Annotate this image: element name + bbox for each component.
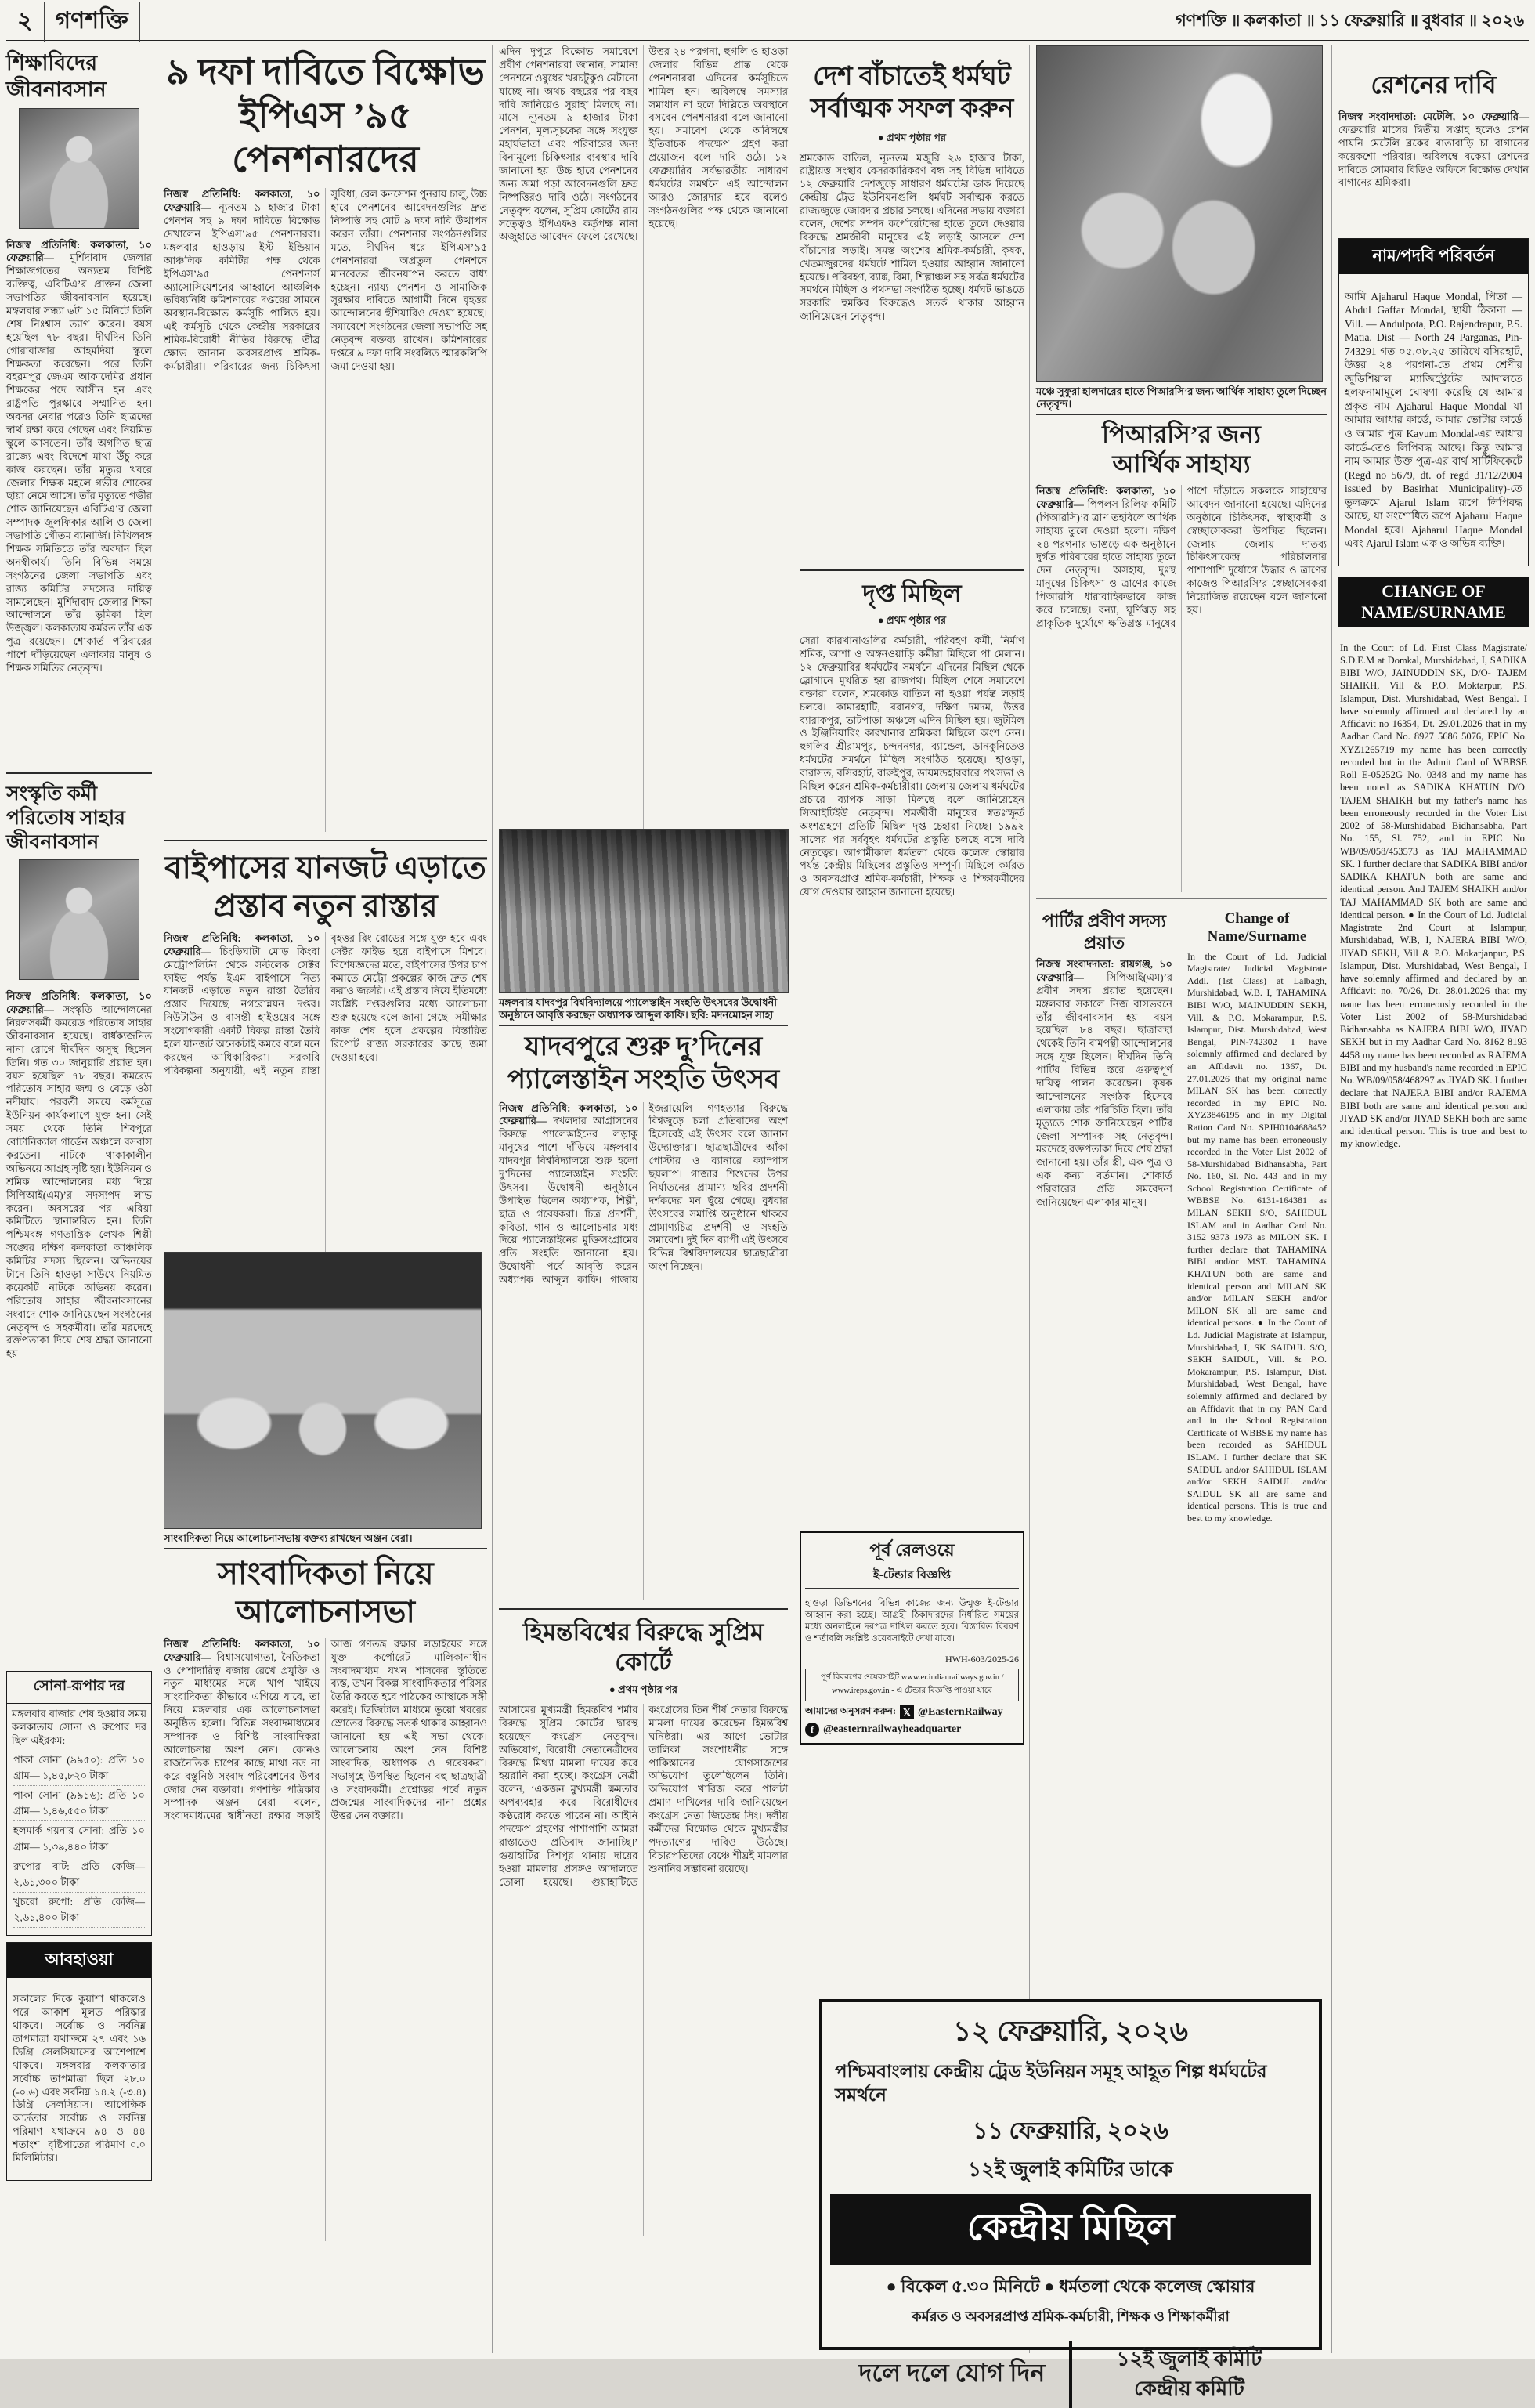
central-march-advertisement — [819, 1999, 1322, 2400]
ad-committee-signature: ১২ই জুলাই কমিটি কেন্দ্রীয় কমিটি — [1116, 2348, 1262, 2400]
strike-headline: দেশ বাঁচাতেই ধর্মঘট সর্বাত্মক সফল করুন — [810, 63, 1014, 124]
bypass-byline: নিজস্ব প্রতিনিধি: কলকাতা, ১০ ফেব্রুয়ারি— — [164, 931, 320, 957]
railway-ad-title: পূর্ব রেলওয়ে — [869, 1540, 955, 1560]
eps-continuation: এদিন দুপুরে বিক্ষোভ সমাবেশে প্রবীণ পেনশনাররা জানান, সামান্য পেনশনে ওষুধের খরচটুকুও মেটানো যাচ্ছে না। অথচ বছরের পর বছর দাবি জানিয়েও সুরাহা মিলছে না। মাসে ন্যূনতম ৯ হাজার টাকা পেনশন, মূল্যসূচকের সঙ্গে সংযুক্ত মহার্ঘভাতা এবং পরিবারের জন্য বিনামূল্যে চিকিৎসার ব্যবস্থার দাবি জানানো হয়। উচ্চ হারে পেনশনের জন্য জমা পড়া আবেদনগুলি দ্রুত নিষ্পত্তিরও দাবি ওঠে। সংগঠনের নেতৃবৃন্দ বলেন, সুপ্রিম কোর্টের রায় সত্ত্বেও ইপিএফও কর্তৃপক্ষ নানা অজুহাতে আবেদন ফেলে রেখেছে। উত্তর ২৪ পরগনা, হুগলি ও হাওড়া জেলার বিভিন্ন প্রান্ত থেকে পেনশনাররা এদিনের কর্মসূচিতে শামিল হন। অবিলম্বে সমস্যার সমাধান না হলে দিল্লিতে অবস্থানে বসবেন পেনশনাররা বলে জানানো হয়। সমাবেশ থেকে অবিলম্বে ইতিবাচক পদক্ষেপ গ্রহণ করা প্রয়োজন বলে দাবি ওঠে। ১২ ফেব্রুয়ারির সর্বভারতীয় সাধারণ ধর্মঘটের সমর্থনে এই আন্দোলন আরও জোরদার হবে বলেও সংগঠনগুলির পক্ষ থেকে জানানো হয়েছে। — [499, 45, 788, 243]
article-spirited-march — [800, 579, 1024, 1522]
facebook-icon: f — [805, 1723, 819, 1737]
rate-row: পাকা সোনা (৯৯১৬): প্রতি ১০ গ্রাম— ১,৪৬,৫৫০ টাকা — [13, 1786, 145, 1821]
name-change-bn-body: আমি Ajaharul Haque Mondal, পিতা — Abdul Gaffar Mondal, স্থায়ী ঠিকানা — Vill. — Andulpota, P.O. Rajendrapur, P.S. Matia, Dist — North 24 Parganas, Pin-743291 গত ০৫.০৮.২৫ তারিখে বসিরহাট, উত্তর ২৪ পরগনা-তে প্রথম শ্রেণীর জুডিশিয়াল ম্যাজিস্ট্রেটের আদালতে হলফনামামূলে ঘোষণা করেছি যে আমার প্রকৃত নাম Ajaharul Haque Mondal যা আমার আধার কার্ডে, আমার ভোটার কার্ডে ও আমার পুত্র Kayum Mondal-এর আধার কার্ডে-তেও লিপিবদ্ধ আছে। কিন্তু আমার নাম আমার উক্ত পুত্র-এর বার্থ সার্টিফিকেটে (Regd no 5679, dt. of regd 31/12/2004 issued by Basirhat Municipality)-তে ভুলক্রমে Ajarul Islam রূপে লিপিবদ্ধ আছে, যা সংশোধিত রূপে Ajaharul Haque Mondal হবে। Ajaharul Haque Mondal এবং Ajarul Islam এক ও অভিন্ন ব্যক্তি। — [1345, 290, 1522, 550]
eps-byline: নিজস্ব প্রতিনিধি: কলকাতা, ১০ ফেব্রুয়ারি— — [164, 188, 320, 214]
obituary1-portrait-photo — [19, 108, 139, 229]
railway-x-handle: @EasternRailway — [917, 1706, 1003, 1718]
ad-join-call: দলে দলে যোগ দিন — [858, 2358, 1046, 2387]
railway-ad-reference: HWH-603/2025-26 — [945, 1654, 1019, 1665]
article-educationist-obituary — [6, 50, 152, 762]
strike-body: শ্রমকোড বাতিল, ন্যূনতম মজুরি ২৬ হাজার টাকা, রাষ্ট্রায়ত্ত সংস্থার বেসরকারিকরণ বন্ধ সহ বিভিন্ন দাবিতে ১২ ফেব্রুয়ারি দেশজুড়ে সাধারণ ধর্মঘটের ডাক দিয়েছে কেন্দ্রীয় ট্রেড ইউনিয়নগুলি। ধর্মঘট সর্বাত্মক করতে রাজ্যজুড়ে জোরদার প্রচার চলছে। এদিনের সভায় বক্তারা বলেন, দেশের সম্পদ কর্পোরেটদের হাতে তুলে দেওয়ার বিরুদ্ধে শ্রমজীবী মানুষের এই লড়াই আসলে দেশ বাঁচানোর লড়াই। সমস্ত অংশের শ্রমিক-কর্মচারী, কৃষক, খেতমজুরদের ধর্মঘটে শামিল হওয়ার আহ্বান জানানো হয়েছে। পরিবহণ, ব্যাঙ্ক, বিমা, শিল্পাঞ্চল সহ সর্বত্র ধর্মঘটের সমর্থনে মিছিল ও পথসভা সংগঠিত হচ্ছে। ধর্মঘট ভাঙতে সরকারি হুমকির বিরুদ্ধেও সতর্ক থাকার আহ্বান জানিয়েছেন নেতৃবৃন্দ। — [800, 151, 1024, 323]
article-strike-appeal — [800, 61, 1024, 559]
x-twitter-icon: 𝕏 — [900, 1705, 914, 1719]
railway-ad-body: হাওড়া ডিভিশনের বিভিন্ন কাজের জন্য উন্মুক্ত ই-টেন্ডার আহ্বান করা হচ্ছে। আগ্রহী ঠিকাদারদের নির্ধারিত সময়ের মধ্যে অনলাইনে দরপত্র দাখিল করতে হবে। বিস্তারিত বিবরণ ও শর্তাবলি সংশ্লিষ্ট ওয়েবসাইটে দেখা যাবে। — [805, 1598, 1019, 1643]
article-eps-pensioners — [164, 50, 487, 832]
bypass-headline: বাইপাসের যানজট এড়াতে প্রস্তাব নতুন রাস্তার — [164, 850, 486, 924]
article-bypass-road — [164, 849, 487, 1252]
palestine-festival-photo — [499, 829, 789, 993]
journalism-body: নিজস্ব প্রতিনিধি: কলকাতা, ১০ ফেব্রুয়ারি— বিশ্বাসযোগ্যতা, নৈতিকতা ও পেশাদারিত্ব বজায় রেখে প্রযুক্তি ও নতুন মাধ্যমের সঙ্গে খাপ খাইয়ে সাংবাদিকতা কীভাবে এগিয়ে যাবে, তা নিয়ে মঙ্গলবার এক আলোচনাসভা অনুষ্ঠিত হলো। বিভিন্ন সংবাদমাধ্যমের সম্পাদক ও বিশিষ্ট সাংবাদিকরা আলোচনায় অংশ নেন। কোনও রাজনৈতিক চাপের কাছে মাথা নত না করে বস্তুনিষ্ঠ সংবাদ পরিবেশনের উপর জোর দেন বক্তারা। গণশক্তি পত্রিকার সম্পাদক অঞ্জন বেরা বলেন, সংবাদমাধ্যমের স্বাধীনতা রক্ষার লড়াই আজ গণতন্ত্র রক্ষার লড়াইয়ের সঙ্গে যুক্ত। কর্পোরেট মালিকানাধীন সংবাদমাধ্যম যখন শাসকের স্তুতিতে ব্যস্ত, তখন বিকল্প সাংবাদিকতার পরিসর তৈরি করতে হবে পাঠকের আস্থাকে সঙ্গী করেই। ডিজিটাল মাধ্যমে ভুয়ো খবরের স্রোতের বিরুদ্ধে সতর্ক থাকার আহ্বানও জানানো হয় এই সভা থেকে। আলোচনায় অংশ নেন বিশিষ্ট সাংবাদিক, অধ্যাপক ও গবেষকরা। সভাগৃহে উপস্থিত ছিলেন বহু ছাত্রছাত্রী ও সংবাদকর্মী। প্রশ্নোত্তর পর্বে নতুন প্রজন্মের সাংবাদিকদের নানা প্রশ্নের উত্তর দেন বক্তারা। — [164, 1637, 487, 1822]
name-change-column-notice — [1187, 906, 1327, 1893]
divider — [1036, 898, 1327, 899]
ad-strike-date: ১২ ফেব্রুয়ারি, ২০২৬ — [953, 2016, 1188, 2047]
gold-silver-rate-box — [6, 1671, 152, 1936]
obituary2-headline: সংস্কৃতি কর্মী পরিতোষ সাহার জীবনাবসান — [6, 783, 125, 853]
dateline: গণশক্তি ॥ কলকাতা ॥ ১১ ফেব্রুয়ারি ॥ বুধবার ॥ ২০২৬ — [1175, 10, 1524, 30]
conference-photo — [164, 1252, 482, 1529]
ad-strike-support-line: পশ্চিমবাংলায় কেন্দ্রীয় ট্রেড ইউনিয়ন সমূহ আহূত শিল্প ধর্মঘটের সমর্থনে — [835, 2062, 1267, 2105]
divider — [499, 1608, 788, 1610]
name-change-col-title: Change of Name/Surname — [1207, 910, 1307, 945]
eastern-railway-tender-ad — [800, 1531, 1024, 1745]
obituary2-byline: নিজস্ব প্রতিনিধি: কলকাতা, ১০ ফেব্রুয়ারি— — [6, 990, 152, 1016]
dripto-body: সেরা কারখানাগুলির কর্মচারী, পরিবহণ কর্মী, নির্মাণ শ্রমিক, আশা ও অঙ্গনওয়াড়ি কর্মীরা মিছিলে পা মেলান। ১২ ফেব্রুয়ারির ধর্মঘটের সমর্থনে এদিনের মিছিল থেকে স্লোগানে মুখরিত হয় রাজপথ। মিছিল শেষে সমাবেশে বক্তারা বলেন, শ্রমকোড বাতিল না হওয়া পর্যন্ত লড়াই চলবে। কামারহাটি, বরানগর, দক্ষিণ দমদম, উত্তর ব্যারাকপুর, ভাটপাড়া অঞ্চলে এদিন মিছিল হয়। জুটমিল ও ইঞ্জিনিয়ারিং কারখানার শ্রমিকরা মিছিলে অংশ নেন। হুগলির শ্রীরামপুর, চন্দননগর, ব্যান্ডেল, ডানকুনিতেও ধর্মঘটের সমর্থনে মিছিল সংগঠিত হয়েছে। হাওড়া, বারাসত, বসিরহাট, বারুইপুর, ডায়মন্ডহারবারে পথসভা ও মিছিল করেন শ্রমিক-কর্মচারীরা। জেলায় জেলায় ধর্মঘটের প্রচারে ব্যাপক সাড়া মিলছে বলে জানিয়েছেন সিআইটিইউ নেতৃবৃন্দ। শ্রমজীবী মানুষের স্বতঃস্ফূর্ত অংশগ্রহণে প্রতিটি মিছিল দৃপ্ত চেহারা নিচ্ছে। ১৯৯২ সালের পর সর্ববৃহৎ ধর্মঘটের প্রস্তুতি চলছে বলে দাবি নেতৃত্বের। আগামীকাল ধর্মতলা থেকে কলেজ স্কোয়ার পর্যন্ত কেন্দ্রীয় মিছিলের প্রস্তুতিও সম্পূর্ণ। মিছিলে কর্মরত ও অবসরপ্রাপ্ত শ্রমিক-কর্মচারী, শিক্ষক ও শিক্ষাকর্মীদের যোগ দেওয়ার আহ্বান জানানো হয়েছে। — [800, 635, 1024, 898]
weather-box — [6, 1942, 152, 2181]
obituary1-headline: শিক্ষাবিদের জীবনাবসান — [6, 51, 107, 101]
follow-label: আমাদের অনুসরণ করুন: — [805, 1705, 896, 1716]
continued-marker: ● প্রথম পৃষ্ঠার পর — [609, 1683, 678, 1695]
railway-ad-websites: পূর্ণ বিবরণের ওয়েবসাইট www.er.indianrailways.gov.in / www.ireps.gov.in - এ টেন্ডার বিজ্ঞপ্তি পাওয়া যাবে — [805, 1669, 1019, 1701]
obituary2-body: নিজস্ব প্রতিনিধি: কলকাতা, ১০ ফেব্রুয়ারি— সংস্কৃতি আন্দোলনের নিরলসকর্মী কমরেড পরিতোষ সাহার জীবনাবসান হয়েছে। বার্ধক্যজনিত নানা রোগে দীর্ঘদিন অসুস্থ ছিলেন তিনি। গত ৩০ জানুয়ারি প্রয়াত হন। বয়স হয়েছিল ৭৮ বছর। কমরেড পরিতোষ সাহার জন্ম ও বেড়ে ওঠা নদীয়ায়। পরবর্তী সময়ে কর্মসূত্রে ইউনিয়ন কার্যকলাপে যুক্ত হন। সেই সময় থেকে তিনি শিবপুরে বোটানিক্যাল গার্ডেন অঞ্চলে বসবাস করতেন। নাটকে থাকাকালীন অভিনয়ে আগ্রহ সৃষ্টি হয়। ইউনিয়ন ও শ্রমিক আন্দোলনের মধ্য দিয়ে সিপিআই(এম)’র সদস্যপদ লাভ করেন। অবসরের পর এরিয়া কমিটিতে স্থানান্তরিত হন। তিনি পশ্চিমবঙ্গ গণতান্ত্রিক লেখক শিল্পী সঙ্ঘের দক্ষিণ কলকাতা আঞ্চলিক কমিটির সদস্য ছিলেন। অভিনয়ের টানে তিনি হাওড়া সাউথে নিয়মিত কয়েকটি নাটকে অভিনয় করেন। পরিতোষ সাহার জীবনাবসানের সংবাদে শোক জানিয়েছেন সংগঠনের নেতৃবৃন্দ ও সহকর্মীরা। তাঁর মরদেহে রক্তপতাকা দিয়ে শেষ শ্রদ্ধা জানানো হয়। — [6, 990, 153, 1360]
column-middle — [492, 45, 788, 2353]
gold-rate-intro: মঙ্গলবার বাজার শেষ হওয়ার সময় কলকাতায় সোনা ও রুপোর দর ছিল এইরকম: — [12, 1708, 146, 1747]
masthead — [6, 5, 1529, 41]
ad-committee-call: ১২ই জুলাই কমিটির ডাকে — [968, 2157, 1173, 2181]
newspaper-brand: গণশক্তি — [45, 2, 140, 42]
obituary1-body: নিজস্ব প্রতিনিধি: কলকাতা, ১০ ফেব্রুয়ারি— মুর্শিদাবাদ জেলার শিক্ষাজগতের অন্যতম বিশিষ্ট ব্যক্তিত্ব, এবিটিএ’র প্রাক্তন জেলা সভাপতির জীবনাবসান হয়েছে। মঙ্গলবার সন্ধ্যা ৬টা ১৫ মিনিটে তিনি শেষ নিঃশ্বাস ত্যাগ করেন। বয়স হয়েছিল ৭৮ বছর। দীর্ঘদিন তিনি গোরাবাজার আহমদিয়া স্কুলে শিক্ষকতা করেছেন। পরে তিনি বহরমপুর জেএম আকাদেমির প্রধান শিক্ষকের পদে আসীন হন এবং রাষ্ট্রপতি পুরস্কারে সম্মানিত হন। অবসর নেবার পরেও তিনি ছাত্রদের স্বার্থ রক্ষা করে গেছেন এবং নিয়মিত স্কুলে আসতেন। তাঁর অগণিত ছাত্র রাজ্যে এবং বিদেশে মাথা উঁচু করে কাজ করছেন। তাঁর মৃত্যুর খবরে জেলার শিক্ষক মহলে গভীর শোকের ছায়া নেমে আসে। তাঁর মৃত্যুতে গভীর শোক জানিয়েছেন এবিটিএ’র জেলা সম্পাদক জুলফিকার আলি ও জেলা সভাপতি গৌতম ব্যানার্জি। নিখিলবঙ্গ শিক্ষক সমিতিতে তাঁর অবদান ছিল অনস্বীকার্য। তিনি বিভিন্ন সময়ে সংগঠনের জেলা সভাপতি এবং রাজ্য কমিটির সদস্যের দায়িত্ব সামলেছেন। মুর্শিদাবাদ জেলার শিক্ষা আন্দোলনে তাঁর ভূমিকা ছিল উজ্জ্বল। কলকাতায় কর্মরত তাঁর এক পুত্র রয়েছেন। শোকার্ত পরিবারের পাশে দাঁড়িয়েছেন এলাকার মানুষ ও শিক্ষক সমিতির নেতৃবৃন্দ। — [6, 238, 152, 674]
name-change-bn-title: নাম/পদবি পরিবর্তন — [1339, 239, 1528, 274]
change-en-body: In the Court of Ld. First Class Magistrate/ S.D.E.M at Domkal, Murshidabad, I, SADIKA BIBI W/O, JAINUDDIN SK, D/O- TAJEM SHAIKH, Vill & P.O. Moktarpur, P.S. Islampur, Dist. Murshidabad, West Bengal. I have solemnly affirmed and declared by an Affidavit no 16354, Dt. 29.01.2026 that in my Aadhar Card No. 8927 5686 5076, EPIC No. XYZ1265719 my name has been correctly recorded but in the Admit Card of WBBSE Roll E-05252G No. 0348 and my name has been noted as SADIKA KHATUN D/O. TAJEM SHAIKH but my father's name has been erroneously recorded in the Voter List 2002 of 58-Murshidabad Bidhansabha, Part No. 155, Sl. 752, and in EPIC No. WB/09/058/453573 as TAJ MAHAMMAD SK. I further declare that SADIKA BIBI and/or SADIKA KHATUN both are same and identical person. And TAJEM SHAIKH and/or TAJ MAHAMMAD SK both are same and identical person. ● In the Court of Ld. Judicial Magistrate 2nd Court at Islampur, Murshidabad, W.B, I, NAJERA BIBI W/O, JIYAD SEKH, Vill & P.O. Mokarjanpur, P.S. Islampur, Dist. Murshidabad, West Bengal, I have solemnly affirmed and declared by an Affidavit no. 70/26, Dt. 28.01.2026 that my name has been erroneously recorded in the Voter List 2002 of 58-Murshidabad Bidhansabha as NAJERA BIBI W/O, JIYAD SEKH but in my Aadhar Card No. 8162 8193 4458 my name has been recorded as RAJEMA BIBI and my husband's name recorded in EPIC No. WB/09/058/468297 as JIYAD SK. I further declare that NAJERA BIBI and/or RAJEMA BIBI both are same and identical person and JIYAD SK and/or JIYAD SEKH both are same and identical person. This is true and best to my knowledge. — [1340, 642, 1527, 1150]
prc-photo-figure — [1036, 45, 1327, 415]
prc-byline: নিজস্ব প্রতিনিধি: কলকাতা, ১০ ফেব্রুয়ারি— — [1036, 485, 1176, 510]
change-of-name-english-notice — [1338, 577, 1529, 2087]
dripto-headline: দৃপ্ত মিছিল — [862, 579, 962, 607]
obituary2-portrait-photo — [19, 859, 139, 980]
weather-body: সকালের দিকে কুয়াশা থাকলেও পরে আকাশ মূলত পরিষ্কার থাকবে। সর্বোচ্চ ও সর্বনিম্ন তাপমাত্রা যথাক্রমে ২৭ এবং ১৬ ডিগ্রি সেলসিয়াসের আশেপাশে থাকবে। মঙ্গলবার কলকাতার সর্বোচ্চ তাপমাত্রা ছিল ২৮.০ (-০.৬) এবং সর্বনিম্ন ১৪.২ (-৩.৪) ডিগ্রি সেলসিয়াস। আপেক্ষিক আর্দ্রতার সর্বোচ্চ ও সর্বনিম্ন পরিমাণ যথাক্রমে ৯৪ ও ৪৪ শতাংশ। বৃষ্টিপাতের পরিমাণ ০.০ মিলিমিটার। — [13, 1993, 146, 2164]
article-ration-demand — [1338, 69, 1529, 228]
article-prc-financial-help — [1036, 420, 1327, 893]
name-change-col-body: In the Court of Ld. Judicial Magistrate/ Judicial Magistrate Addl. (1st Class) at Lalbagh, Murshidabad, W.B. I, TAHAMINA BIBI W/O, MAINUDDIN SEKH, Vill. & P.O. Mokarampur, P.S. Islampur, Dist. Murshidabad, West Bengal, PIN-742302 I have solemnly affirmed and declared by an Affidavit no. 1367, Dt. 27.01.2026 that my original name MILAN SK has been correctly recorded in my EPIC No. XYZ3846195 and in my Digital Ration Card No. SPJH0104688452 but my name has been erroneously recorded in the Voter List 2002 of 58-Murshidabad Bidhansabha, Part No. 160, Sl. No. 443 and in my School Registration Certificate of WBBSE No. 6131-164381 as MILAN SEKH S/O, SAHIDUL ISLAM and in Aadhar Card No. 3152 9373 1973 as MILON SK. I further declare that TAHAMINA BIBI and/or MST. TAHAMINA KHATUN both are same and identical person and MILAN SK and/or MILAN SEKH and/or MILON SK all are same and identical persons. ● In the Court of Ld. Judicial Magistrate at Islampur, Murshidabad, I, SK SAIDUL S/O, SEKH SAIDUL, Vill. & P.O. Mokarampur, P.S. Islampur, Dist. Murshidabad, West Bengal, have solemnly affirmed and declared by an Affidavit that in my PAN Card and in the School Registration Certificate of WBBSE my name has been recorded as SAHIDUL ISLAM. I further declare that SK SAIDUL and/or SAHIDUL ISLAM and/or SEKH SAIDUL and/or SAIDUL SK all are same and identical persons. This is true and best to my knowledge. — [1187, 950, 1327, 1524]
journalism-byline: নিজস্ব প্রতিনিধি: কলকাতা, ১০ ফেব্রুয়ারি— — [164, 1637, 320, 1663]
divider — [164, 840, 487, 841]
prc-donation-photo — [1036, 45, 1323, 382]
conference-photo-figure — [164, 1252, 487, 1549]
rate-row: রুপোর বাট: প্রতি কেজি— ২,৬১,৩০০ টাকা — [13, 1857, 145, 1893]
eps-headline: ৯ দফা দাবিতে বিক্ষোভ ইপিএস ’৯৫ পেনশনারদের — [166, 52, 485, 180]
article-himanta-supreme-court — [499, 1618, 788, 2237]
page-number: ২ — [6, 2, 45, 42]
conference-photo-caption: সাংবাদিকতা নিয়ে আলোচনাসভায় বক্তব্য রাখছেন অঞ্জন বেরা। — [164, 1532, 487, 1549]
ad-time-route: ● বিকেল ৫.৩০ মিনিটে ● ধর্মতলা থেকে কলেজ স্কোয়ার — [886, 2276, 1255, 2296]
rate-row: পাকা সোনা (৯৯৫০): প্রতি ১০ গ্রাম— ১,৪৫,৮২০ টাকা — [13, 1751, 145, 1786]
gold-rate-list — [12, 1751, 146, 1928]
railway-ad-subtitle: ই-টেন্ডার বিজ্ঞপ্তি — [805, 1566, 1019, 1589]
article-journalism-seminar — [164, 1555, 487, 2241]
rate-row: হলমার্ক গয়নার সোনা: প্রতি ১০ গ্রাম— ১,৩৯,৪৪০ টাকা — [13, 1821, 145, 1857]
change-en-title: CHANGE OF NAME/SURNAME — [1338, 577, 1529, 627]
article-party-veteran-obituary — [1036, 906, 1179, 1893]
palestine-body: নিজস্ব প্রতিনিধি: কলকাতা, ১০ ফেব্রুয়ারি— দখলদার আগ্রাসনের বিরুদ্ধে প্যালেস্তাইনের লড়াকু মানুষের পাশে দাঁড়িয়ে মঙ্গলবার যাদবপুর বিশ্ববিদ্যালয়ে শুরু হলো দু’দিনের প্যালেস্তাইন সংহতি উৎসব। উদ্বোধনী অনুষ্ঠানে উপস্থিত ছিলেন অধ্যাপক, শিল্পী, ছাত্র ও গবেষকরা। চিত্র প্রদর্শনী, কবিতা, গান ও আলোচনার মধ্য দিয়ে প্যালেস্তাইনের মুক্তিসংগ্রামের প্রতি সংহতি জানানো হয়। উদ্বোধনী পর্বে আবৃত্তি করেন অধ্যাপক আব্দুল কাফি। গাজায় ইজরায়েলি গণহত্যার বিরুদ্ধে বিশ্বজুড়ে চলা প্রতিবাদের অংশ হিসেবেই এই উৎসব বলে জানান উদ্যোক্তারা। ছাত্রছাত্রীদের আঁকা পোস্টার ও ব্যানারে ক্যাম্পাস ছয়লাপ। গাজার শিশুদের উপর নির্যাতনের প্রামাণ্য ছবির প্রদর্শনী দর্শকদের মন ছুঁয়ে গেছে। বুধবার উৎসবের সমাপ্তি অনুষ্ঠানে থাকবে প্রামাণ্যচিত্র প্রদর্শনী ও সংহতি সমাবেশ। দুই দিন ব্যাপী এই উৎসবে বিভিন্ন বিশ্ববিদ্যালয়ের ছাত্রছাত্রীরা অংশ নিচ্ছেন। — [499, 1101, 788, 1286]
obituary1-byline: নিজস্ব প্রতিনিধি: কলকাতা, ১০ ফেব্রুয়ারি— — [6, 238, 152, 264]
divider — [6, 772, 152, 774]
party-obit-body: নিজস্ব সংবাদদাতা: রায়গঞ্জ, ১০ ফেব্রুয়ারি— সিপিআই(এম)’র প্রবীণ সদস্য প্রয়াত হয়েছেন। মঙ্গলবার সকালে নিজ বাসভবনে তাঁর জীবনাবসান হয়। বয়স হয়েছিল ৮৪ বছর। ছাত্রাবস্থা থেকেই তিনি বামপন্থী আন্দোলনের সঙ্গে যুক্ত ছিলেন। দীর্ঘদিন তিনি পার্টির বিভিন্ন স্তরে গুরুত্বপূর্ণ দায়িত্ব পালন করেছেন। কৃষক আন্দোলনের সংগঠক হিসেবে এলাকায় তাঁর পরিচিতি ছিল। তাঁর মৃত্যুতে শোক জানিয়েছেন পার্টির জেলা সম্পাদক সহ নেতৃবৃন্দ। মরদেহে রক্তপতাকা দিয়ে শেষ শ্রদ্ধা জানানো হয়। তাঁর স্ত্রী, এক পুত্র ও এক কন্যা বর্তমান। শোকার্ত পরিবারের প্রতি সমবেদনা জানিয়েছেন এলাকার মানুষ। — [1036, 958, 1173, 1209]
right-rail — [1331, 45, 1529, 2353]
rate-row: খুচরো রুপো: প্রতি কেজি— ২,৬১,৪০০ টাকা — [13, 1893, 145, 1928]
eps-body: নিজস্ব প্রতিনিধি: কলকাতা, ১০ ফেব্রুয়ারি— ন্যূনতম ৯ হাজার টাকা পেনশন সহ ৯ দফা দাবিতে বিক্ষোভ দেখালেন ইপিএস’৯৫ পেনশনাররা। মঙ্গলবার হাওড়ায় ইস্ট ইন্ডিয়ান আঞ্চলিক কমিটির পক্ষ থেকে ইপিএস’৯৫ পেনশনার্স অ্যাসোসিয়েশনের আহ্বানে আঞ্চলিক ভবিষ্যনিধি কমিশনারের দপ্তরের সামনে অবস্থান-বিক্ষোভ কর্মসূচি পালিত হয়। এই কর্মসূচি থেকে কেন্দ্রীয় সরকারের শ্রমিক-বিরোধী নীতির বিরুদ্ধে তীব্র ক্ষোভ জানান অবসরপ্রাপ্ত শ্রমিক-কর্মচারীরা। পরিবারের জন্য চিকিৎসা সুবিধা, রেল কনসেশন পুনরায় চালু, উচ্চ হারে পেনশনের আবেদনগুলির দ্রুত নিষ্পত্তি সহ মোট ৯ দফা দাবি উত্থাপন করেন তাঁরা। পেনশনার সংগঠনগুলির মতে, দীর্ঘদিন ধরে ইপিএস’৯৫ পেনশনাররা অপ্রতুল পেনশনে মানবেতর জীবনযাপন করতে বাধ্য হচ্ছেন। ন্যায্য পেনশন ও সামাজিক সুরক্ষার দাবিতে আগামী দিনে বৃহত্তর আন্দোলনের হুঁশিয়ারিও দেওয়া হয়েছে। সমাবেশে সংগঠনের জেলা সভাপতি সহ নেতৃবৃন্দ বক্তব্য রাখেন। কমিশনারের দপ্তরে ৯ দফা দাবি সংবলিত স্মারকলিপি জমা দেওয়া হয়। — [164, 188, 487, 372]
himanta-body: আসামের মুখ্যমন্ত্রী হিমন্তবিশ্ব শর্মার বিরুদ্ধে সুপ্রিম কোর্টের দ্বারস্থ হয়েছেন কংগ্রেস নেতৃবৃন্দ। অভিযোগ, বিরোধী নেতানেত্রীদের বিরুদ্ধে মিথ্যা মামলা দায়ের করে হয়রানি করা হচ্ছে। কংগ্রেস নেত্রী বলেন, ‘একজন মুখ্যমন্ত্রী ক্ষমতার অপব্যবহার করে বিরোধীদের কণ্ঠরোধ করতে পারেন না। আইনি পদক্ষেপ গ্রহণের পাশাপাশি আমরা রাস্তাতেও প্রতিবাদ জানাচ্ছি।’ গুয়াহাটির দিশপুর থানায় দায়ের হওয়া মামলার প্রসঙ্গও আদালতে তোলা হয়েছে। গুয়াহাটিতে কংগ্রেসের তিন শীর্ষ নেতার বিরুদ্ধে মামলা দায়ের করেছেন হিমন্তবিশ্ব ঘনিষ্ঠরা। এর আগে ভোটার তালিকা সংশোধনীর সঙ্গে পাকিস্তানের যোগসাজশের অভিযোগ তুলেছিলেন তিনি। অভিযোগ খারিজ করে পালটা প্রমাণ দাখিলের দাবি জানিয়েছেন কংগ্রেস নেতা জিতেন্দ্র সিং। দলীয় কর্মীদের বিক্ষোভ থেকে মুখ্যমন্ত্রীর পদত্যাগের দাবিও উঠেছে। বিচারপতিদের বেঞ্চে শীঘ্রই মামলার শুনানির সম্ভাবনা রয়েছে। — [499, 1704, 788, 1888]
bypass-body: নিজস্ব প্রতিনিধি: কলকাতা, ১০ ফেব্রুয়ারি— চিংড়িঘাটা মোড় কিংবা মেট্রোপলিটন থেকে সল্টলেক সেক্টর ফাইভ পর্যন্ত ইএম বাইপাসে নিত্য যানজট এড়াতে নতুন রাস্তা তৈরির প্রস্তাব দিয়েছে নগরোন্নয়ন দপ্তর। নিউটাউন ও বাসন্তী হাইওয়ের সঙ্গে সংযোগকারী একটি বিকল্প রাস্তা তৈরি হলে যানজট অনেকটাই কমবে বলে মনে করছেন আধিকারিকরা। সরকারি পরিকল্পনা অনুযায়ী, এই নতুন রাস্তা বৃহত্তর রিং রোডের সঙ্গে যুক্ত হবে এবং সেক্টর ফাইভ হয়ে বাইপাসে মিশবে। বিশেষজ্ঞদের মতে, বাইপাসের উপর চাপ কমাতে মেট্রো প্রকল্পের কাজ দ্রুত শেষ করাও জরুরি। এই প্রস্তাব নিয়ে ইতিমধ্যে সংশ্লিষ্ট দপ্তরগুলির মধ্যে আলোচনা শুরু হয়েছে বলে জানা গেছে। সমীক্ষার কাজ শেষ হলে প্রকল্পের বিস্তারিত রিপোর্ট রাজ্য সরকারের কাছে জমা দেওয়া হবে। — [164, 931, 487, 1076]
weather-title: আবহাওয়া — [7, 1943, 151, 1978]
himanta-headline: হিমন্তবিশ্বের বিরুদ্ধে সুপ্রিম কোর্টে — [522, 1618, 764, 1676]
left-rail — [6, 45, 152, 2353]
palestine-headline: যাদবপুরে শুরু দু’দিনের প্যালেস্তাইন সংহতি উৎসব — [507, 1032, 780, 1094]
journalism-headline: সাংবাদিকতা নিয়ে আলোচনাসভা — [217, 1556, 434, 1629]
party-obit-headline: পার্টির প্রবীণ সদস্য প্রয়াত — [1042, 911, 1166, 953]
prc-photo-caption: মঞ্চে সুফুরা হালদারের হাতে পিআরসি’র জন্য আর্থিক সাহায্য তুলে দিচ্ছেন নেতৃবৃন্দ। — [1036, 385, 1327, 415]
gold-rate-title: সোনা-রূপার দর — [7, 1672, 151, 1704]
continued-marker: ● প্রথম পৃষ্ঠার পর — [877, 131, 947, 143]
ad-audience-line: কর্মরত ও অবসরপ্রাপ্ত শ্রমিক-কর্মচারী, শিক্ষক ও শিক্ষাকর্মীরা — [912, 2308, 1230, 2324]
ration-body: নিজস্ব সংবাদদাতা: মেটেলি, ১০ ফেব্রুয়ারি— ফেব্রুয়ারি মাসের দ্বিতীয় সপ্তাহ হলেও রেশন পায়নি মেটেলি ব্লকের বাতাবাড়ি চা বাগানের কয়েকশো পরিবার। অবিলম্বে বকেয়া রেশনের দাবিতে সোমবার বিডিও অফিসে বিক্ষোভ দেখান বাগানের শ্রমিকরা। — [1338, 110, 1529, 189]
column-eps — [157, 45, 487, 2353]
ration-headline: রেশনের দাবি — [1371, 71, 1497, 99]
railway-fb-handle: @easternrailwayheadquarter — [823, 1723, 962, 1735]
ad-march-date: ১১ ফেব্রুয়ারি, ২০২৬ — [973, 2117, 1168, 2144]
continued-marker: ● প্রথম পৃষ্ঠার পর — [877, 614, 947, 627]
crowd-photo-figure — [499, 829, 788, 1026]
ad-banner-central-michhil: কেন্দ্রীয় মিছিল — [830, 2194, 1311, 2265]
party-obit-byline: নিজস্ব সংবাদদাতা: রায়গঞ্জ, ১০ ফেব্রুয়ারি— — [1036, 958, 1173, 983]
divider — [800, 569, 1024, 571]
prc-headline: পিআরসি’র জন্য আর্থিক সাহায্য — [1102, 420, 1261, 479]
crowd-photo-caption: মঙ্গলবার যাদবপুর বিশ্ববিদ্যালয়ে প্যালেস্তাইন সংহতি উৎসবের উদ্বোধনী অনুষ্ঠানে আবৃত্তি করছেন অধ্যাপক আব্দুল কাফি। ছবি: মদনমোহন সাহা — [499, 996, 788, 1026]
prc-body: নিজস্ব প্রতিনিধি: কলকাতা, ১০ ফেব্রুয়ারি— পিপলস রিলিফ কমিটি (পিআরসি)’র ত্রাণ তহবিলে আর্থিক সাহায্য তুলে দেওয়া হলো। দক্ষিণ ২৪ পরগনার ভাঙড়ে এক অনুষ্ঠানে দুর্গত পরিবারের হাতে সাহায্য তুলে দেন নেতৃবৃন্দ। অসহায়, দুঃস্থ মানুষের চিকিৎসা ও ত্রাণের কাজে পিআরসি ধারাবাহিকভাবে কাজ করে চলেছে। বন্যা, ঘূর্ণিঝড় সহ প্রাকৃতিক দুর্যোগে ক্ষতিগ্রস্ত মানুষের পাশে দাঁড়াতে সকলকে সাহায্যের আবেদন জানানো হয়েছে। এদিনের অনুষ্ঠানে চিকিৎসক, স্বাস্থ্যকর্মী ও স্বেচ্ছাসেবকরা উপস্থিত ছিলেন। জেলায় জেলায় দাতব্য চিকিৎসাকেন্দ্র পরিচালনার পাশাপাশি দুর্যোগে উদ্ধার ও ত্রাণের কাজেও পিআরসি’র স্বেচ্ছাসেবকরা নিয়োজিত রয়েছেন বলে জানানো হয়। — [1036, 485, 1327, 629]
ration-byline: নিজস্ব সংবাদদাতা: মেটেলি, ১০ ফেব্রুয়ারি— — [1338, 110, 1529, 122]
name-change-bengali-box — [1338, 238, 1529, 566]
palestine-byline: নিজস্ব প্রতিনিধি: কলকাতা, ১০ ফেব্রুয়ারি— — [499, 1101, 638, 1127]
article-culture-worker-obituary — [6, 782, 152, 1661]
article-palestine-festival — [499, 1031, 788, 1600]
